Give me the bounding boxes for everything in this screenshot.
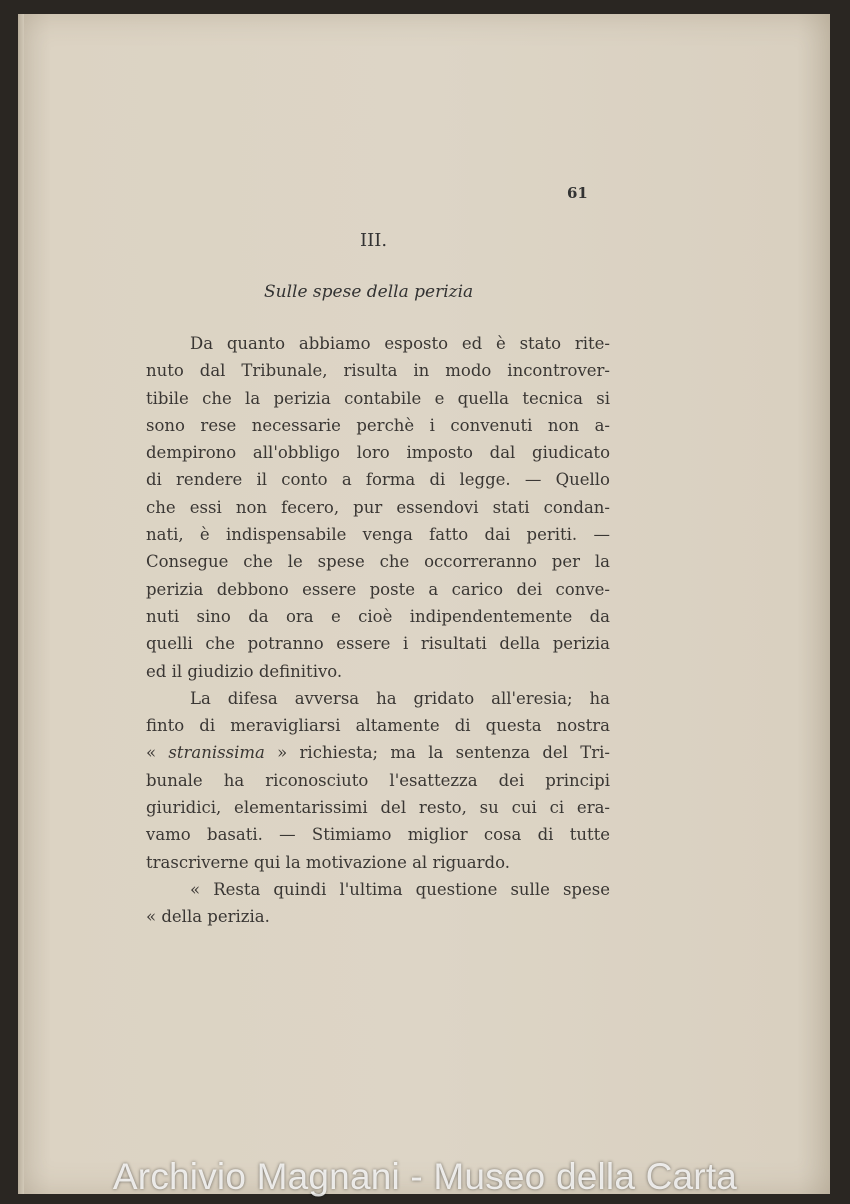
text-line: che essi non fecero, pur essendovi stati condan-: [146, 497, 610, 517]
paragraph-1: [146, 330, 610, 685]
text-line: tibile che la perizia contabile e quella tecnica si: [146, 388, 610, 408]
document-page: [18, 14, 830, 1194]
section-number: III.: [360, 230, 388, 251]
text-line: perizia debbono essere poste a carico dei conve-: [146, 579, 610, 599]
text-line: giuridici, elementarissimi del resto, su cui ci era-: [146, 798, 610, 818]
text-line: « della perizia.: [146, 907, 270, 927]
text-line: dempirono all'obbligo loro imposto dal giudicato: [146, 443, 610, 463]
archive-watermark: Archivio Magnani - Museo della Carta: [112, 1156, 738, 1197]
text-line: finto di meravigliarsi altamente di questa nostra: [146, 716, 610, 736]
paragraph-3: [146, 876, 610, 931]
text-line: trascriverne qui la motivazione al riguardo.: [146, 852, 510, 872]
text-line: di rendere il conto a forma di legge. — Quello: [146, 470, 610, 490]
text-line: « Resta quindi l'ultima questione sulle spese: [190, 879, 610, 899]
text-line: [146, 739, 610, 766]
section-title: Sulle spese della perizia: [264, 282, 474, 302]
text-line: quelli che potranno essere i risultati della perizia: [146, 634, 610, 654]
text-line: vamo basati. — Stimiamo miglior cosa di tutte: [146, 825, 610, 845]
line-rest: » richiesta; ma la sentenza del Tri-: [264, 743, 610, 763]
text-line: Da quanto abbiamo esposto ed è stato rite-: [190, 334, 610, 353]
text-line: ed il giudizio definitivo.: [146, 661, 343, 681]
paragraph-2: [146, 685, 610, 876]
open-guillemet: «: [146, 743, 169, 763]
page-number: 61: [567, 184, 588, 202]
text-line: nuto dal Tribunale, risulta in modo incontrover-: [146, 361, 610, 381]
text-line: La difesa avversa ha gridato all'eresia; ha: [190, 688, 610, 708]
text-line: Consegue che le spese che occorreranno per la: [146, 552, 610, 572]
text-line: sono rese necessarie perchè i convenuti non a-: [146, 415, 610, 435]
text-line: nuti sino da ora e cioè indipendentemente da: [146, 606, 610, 626]
page-fold-edge: [18, 14, 24, 1194]
body-text: [146, 330, 610, 931]
text-line: nati, è indispensabile venga fatto dai periti. —: [146, 525, 610, 545]
text-line: bunale ha riconosciuto l'esattezza dei principi: [146, 770, 610, 790]
italic-word: stranissima: [168, 743, 265, 763]
